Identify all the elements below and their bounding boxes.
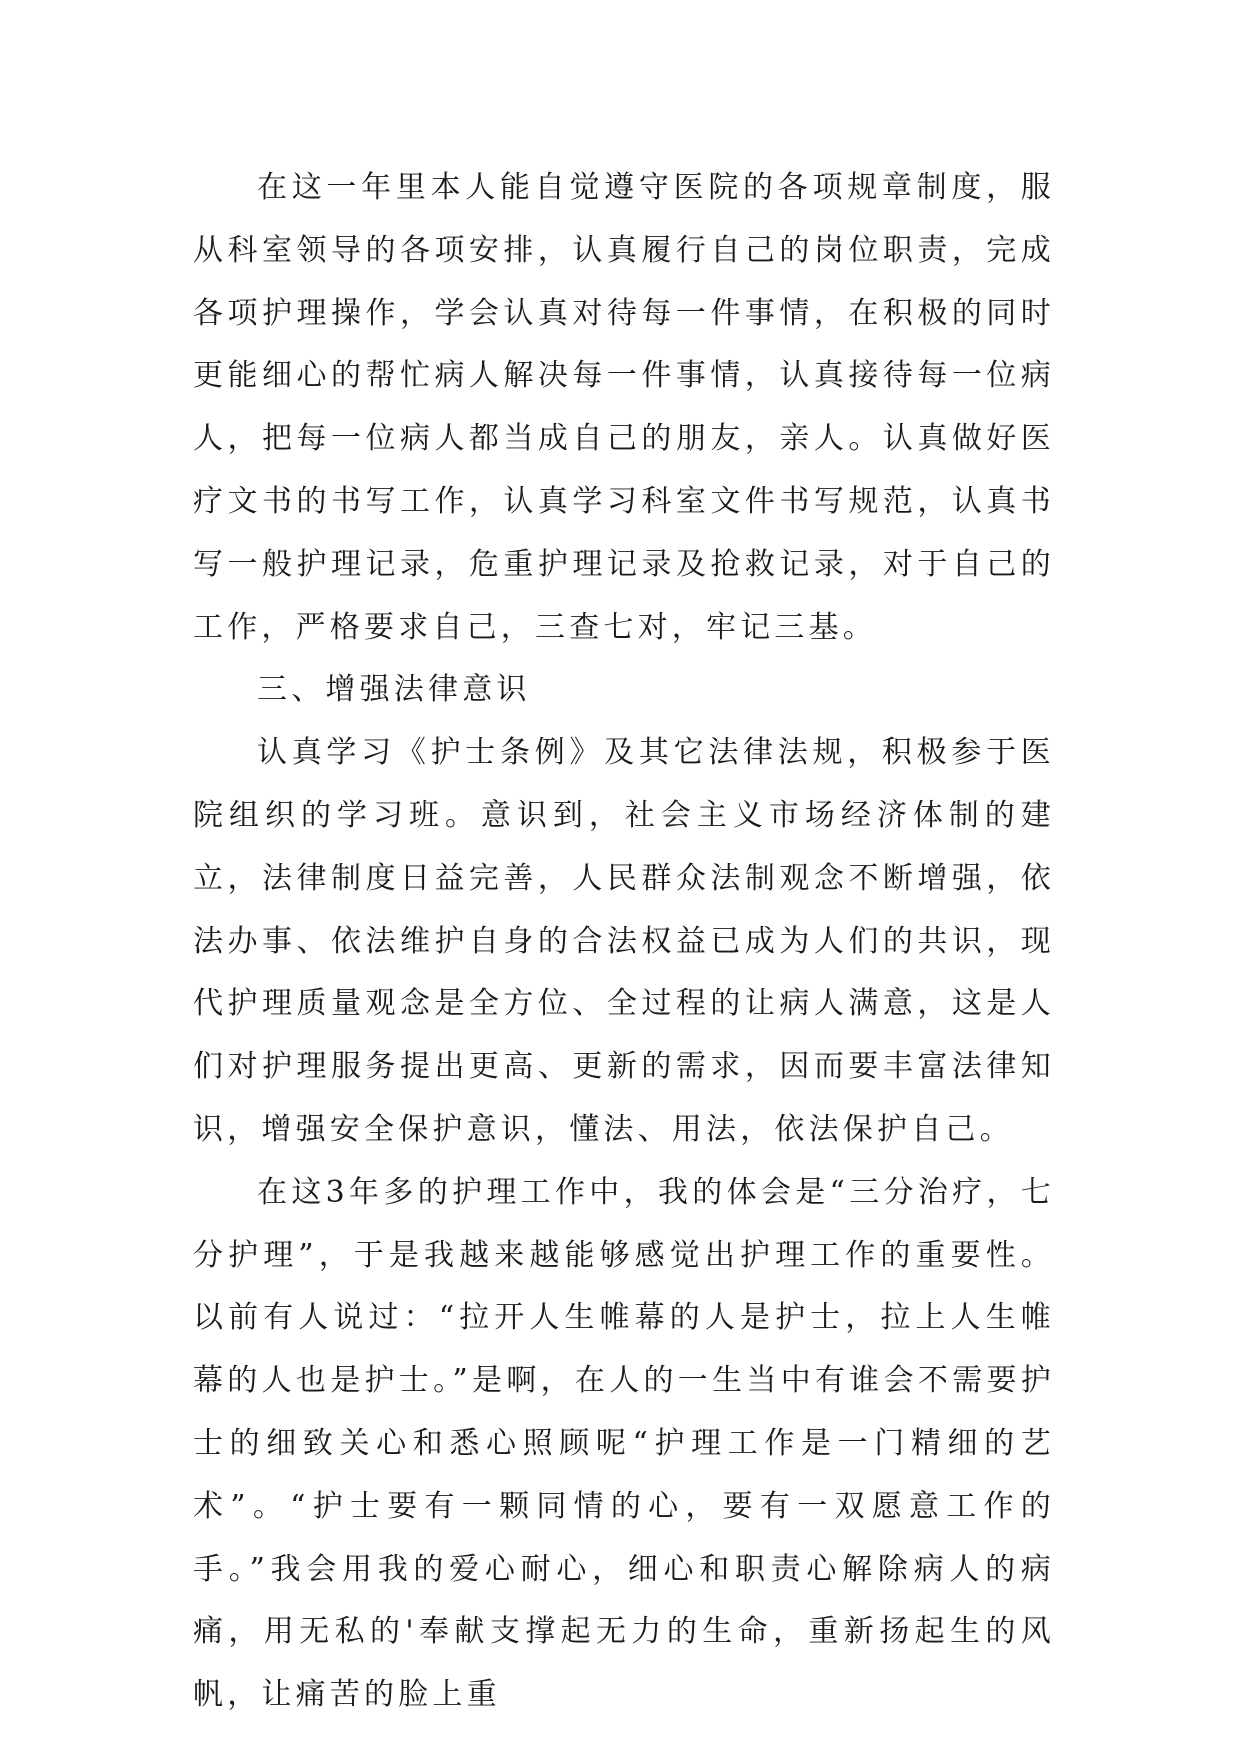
document-body <box>193 157 1055 1727</box>
paragraph-work-duties: 在这一年里本人能自觉遵守医院的各项规章制度，服从科室领导的各项安排，认真履行自己的岗位职责，完成各项护理操作，学会认真对待每一件事情，在积极的同时更能细心的帮忙病人解决每一件事情，认真接待每一位病人，把每一位病人都当成自己的朋友，亲人。认真做好医疗文书的书写工作，认真学习科室文件书写规范，认真书写一般护理记录，危重护理记录及抢救记录，对于自己的工作，严格要求自己，三查七对，牢记三基。 <box>193 170 1055 645</box>
paragraph-nursing-reflection: 在这3年多的护理工作中，我的体会是“三分治疗，七分护理”，于是我越来越能够感觉出护理工作的重要性。以前有人说过：“拉开人生帷幕的人是护士，拉上人生帷幕的人也是护士。”是啊，在人的一生当中有谁会不需要护士的细致关心和悉心照顾呢“护理工作是一门精细的艺术”。“护士要有一颗同情的心，要有一双愿意工作的手。”我会用我的爱心耐心，细心和职责心解除病人的病痛，用无私的'奉献支撑起无力的生命，重新扬起生的风帆，让痛苦的脸上重 <box>193 1174 1055 1713</box>
section-heading-legal-awareness: 三、增强法律意识 <box>257 672 531 708</box>
paragraph-legal-study: 认真学习《护士条例》及其它法律法规，积极参于医院组织的学习班。意识到，社会主义市场经济体制的建立，法律制度日益完善，人民群众法制观念不断增强，依法办事、依法维护自身的合法权益已成为人们的共识，现代护理质量观念是全方位、全过程的让病人满意，这是人们对护理服务提出更高、更新的需求，因而要丰富法律知识，增强安全保护意识，懂法、用法，依法保护自己。 <box>193 735 1055 1147</box>
